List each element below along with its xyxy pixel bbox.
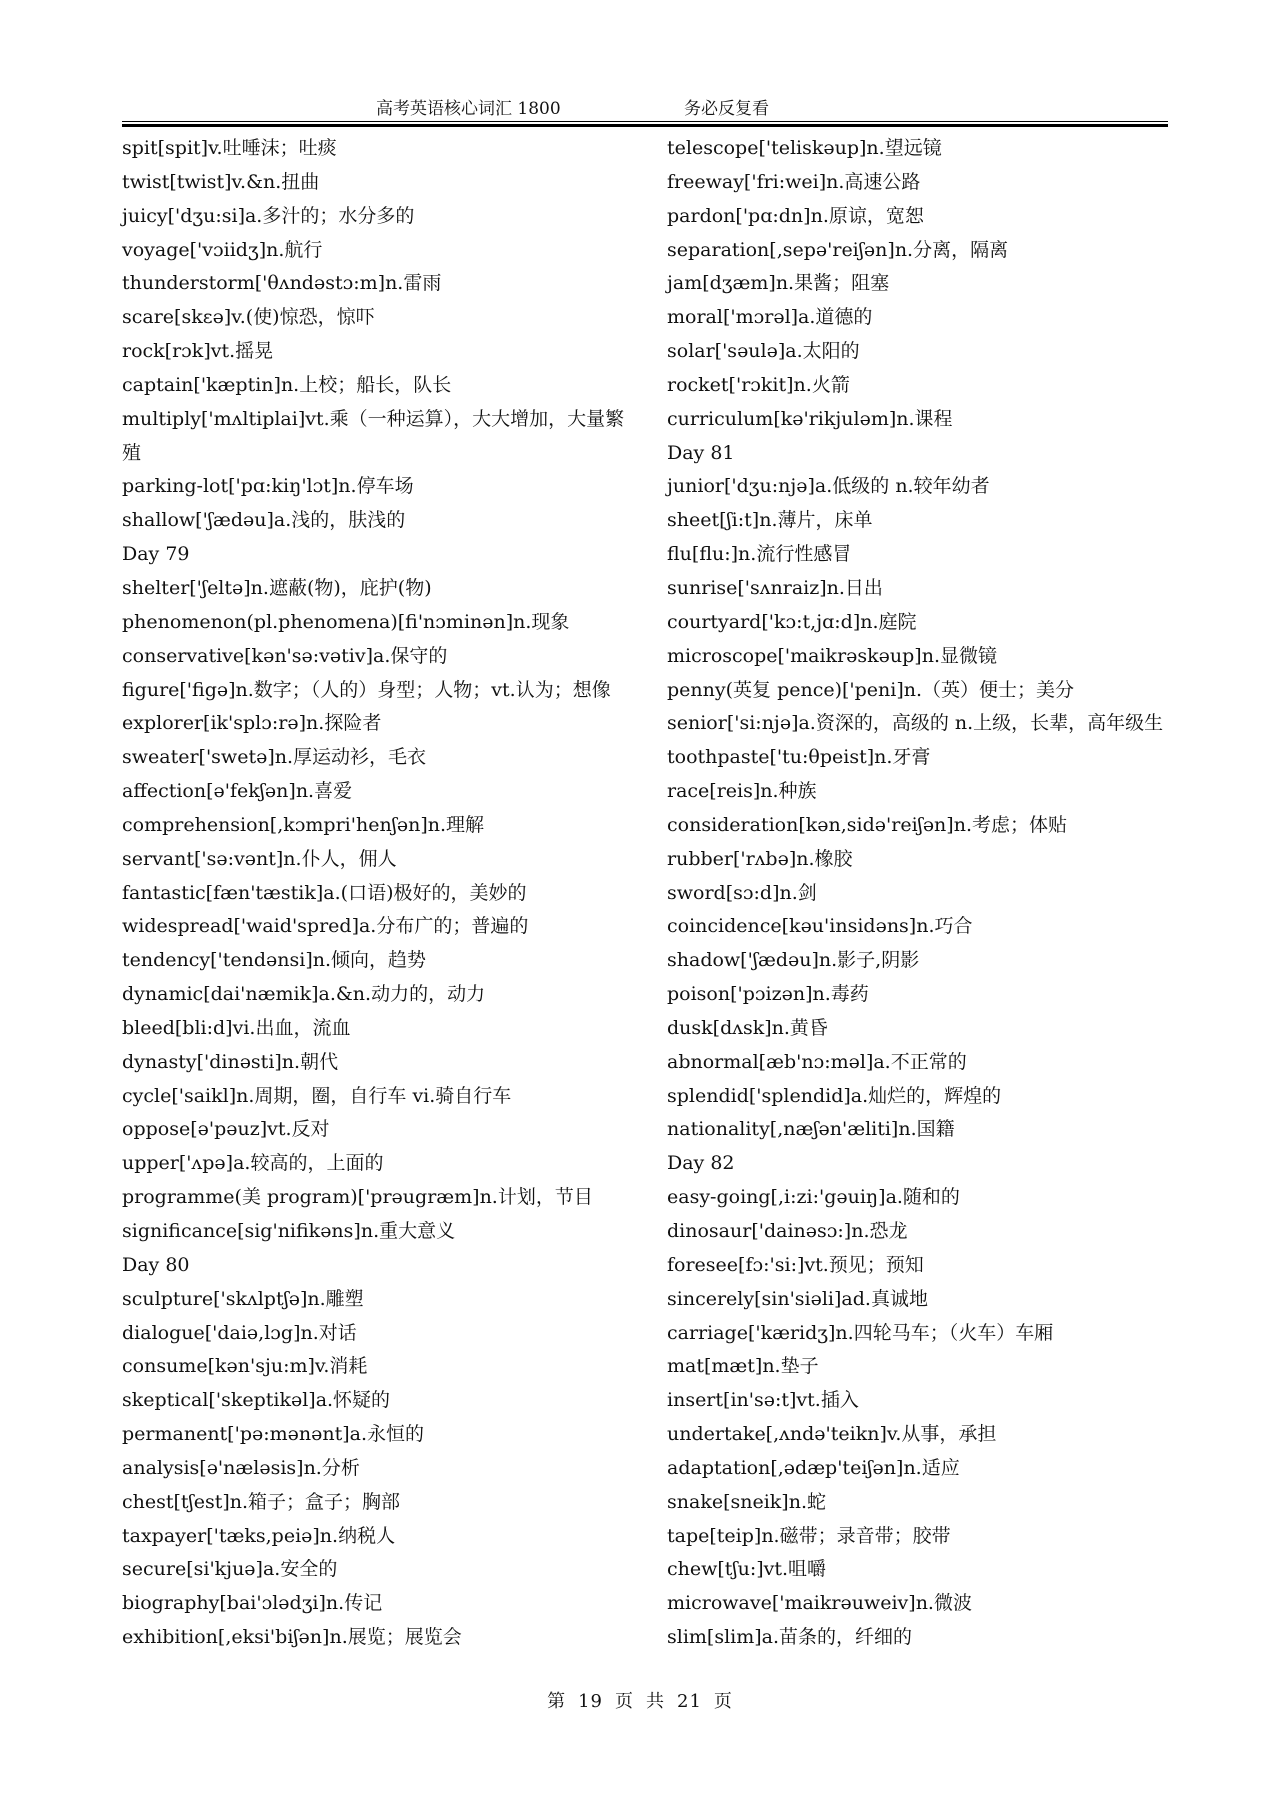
vocab-entry: conservative[kən'sə:vətiv]a.保守的: [122, 644, 448, 667]
vocab-entry: curriculum[kə'rikjuləm]n.课程: [667, 407, 953, 430]
vocab-entry: microscope['maikrəskəup]n.显微镜: [667, 644, 997, 667]
vocab-entry: toothpaste['tu:θpeist]n.牙膏: [667, 746, 931, 769]
vocab-entry: dynasty['dinəsti]n.朝代: [122, 1050, 339, 1073]
vocab-entry: chew[tʃu:]vt.咀嚼: [667, 1558, 827, 1581]
vocab-entry: juicy['dʒu:si]a.多汁的；水分多的: [122, 204, 415, 227]
vocab-entry: affection[ə'fekʃən]n.喜爱: [122, 780, 353, 803]
vocab-entry: sweater['swetə]n.厚运动衫，毛衣: [122, 746, 427, 769]
vocab-entry: secure[si'kjuə]a.安全的: [122, 1558, 338, 1581]
vocab-entry: programme(美 program)['prəugræm]n.计划，节目: [122, 1186, 593, 1209]
vocab-entry: foresee[fɔ:'si:]vt.预见；预知: [667, 1253, 924, 1276]
vocab-entry: race[reis]n.种族: [667, 780, 817, 803]
vocab-entry: separation[,sepə'reiʃən]n.分离，隔离: [667, 238, 1009, 261]
vocab-entry: sunrise['sʌnraiz]n.日出: [667, 576, 883, 599]
vocab-entry: moral['mɔrəl]a.道德的: [667, 306, 873, 329]
header-note: 务必反复看: [684, 99, 769, 119]
vocab-entry: exhibition[,eksi'biʃən]n.展览；展览会: [122, 1626, 462, 1649]
vocab-entry: parking-lot['pɑ:kiŋ'lɔt]n.停车场: [122, 475, 414, 498]
vocab-entry: penny(英复 pence)['peni]n.（英）便士；美分: [667, 678, 1075, 701]
vocab-entry: cycle['saikl]n.周期，圈，自行车 vi.骑自行车: [122, 1084, 512, 1107]
vocab-entry: senior['si:njə]a.资深的，高级的 n.上级，长辈，高年级生: [667, 712, 1164, 735]
vocab-entry: telescope['teliskəup]n.望远镜: [667, 137, 942, 159]
right-column: [667, 132, 1177, 1655]
footer-total-label: 共: [646, 1691, 665, 1712]
footer-prefix: 第: [547, 1691, 567, 1712]
vocab-entry: nationality[,næʃən'æliti]n.国籍: [667, 1118, 955, 1141]
vocab-entry: multiply['mʌltiplai]vt.乘（一种运算），大大增加，大量繁殖: [122, 407, 625, 464]
vocab-entry: significance[sig'nifikəns]n.重大意义: [122, 1220, 456, 1242]
vocab-entry: snake[sneik]n.蛇: [667, 1490, 826, 1513]
footer-suffix: 页: [713, 1691, 733, 1712]
vocab-entry: junior['dʒu:njə]a.低级的 n.较年幼者: [667, 475, 990, 498]
vocab-entry: tendency['tendənsi]n.倾向，趋势: [122, 949, 427, 972]
vocab-entry: slim[slim]a.苗条的，纤细的: [667, 1626, 913, 1649]
vocab-entry: phenomenon(pl.phenomena)[fi'nɔminən]n.现象: [122, 610, 570, 633]
vocab-entry: bleed[bli:d]vi.出血，流血: [122, 1016, 351, 1039]
vocab-entry: shallow['ʃædəu]a.浅的，肤浅的: [122, 509, 406, 532]
vocab-entry: microwave['maikrəuweiv]n.微波: [667, 1592, 972, 1615]
vocab-entry: skeptical['skeptikəl]a.怀疑的: [122, 1389, 391, 1412]
day-heading: Day 79: [122, 543, 190, 566]
vocab-entry: sheet[ʃi:t]n.薄片，床单: [667, 509, 873, 532]
vocab-entry: tape[teip]n.磁带；录音带；胶带: [667, 1524, 951, 1547]
vocab-entry: easy-going[,i:zi:'gəuiŋ]a.随和的: [667, 1186, 960, 1209]
vocab-entry: analysis[ə'næləsis]n.分析: [122, 1456, 360, 1479]
vocab-entry: dialogue['daiə,lɔg]n.对话: [122, 1321, 357, 1344]
vocab-entry: jam[dʒæm]n.果酱；阻塞: [667, 272, 890, 295]
vocab-entry: widespread['waid'spred]a.分布广的；普遍的: [122, 915, 529, 938]
vocab-entry: rubber['rʌbə]n.橡胶: [667, 847, 853, 870]
footer-total-pages: 21: [677, 1691, 702, 1712]
header-rule-thin: [122, 121, 1168, 122]
vocab-entry: upper['ʌpə]a.较高的，上面的: [122, 1152, 384, 1175]
vocab-entry: rocket['rɔkit]n.火箭: [667, 373, 850, 396]
vocab-entry: scare[skɛə]v.(使)惊恐，惊吓: [122, 306, 375, 329]
vocab-entry: courtyard['kɔ:t,jɑ:d]n.庭院: [667, 610, 917, 633]
vocab-entry: consume[kən'sju:m]v.消耗: [122, 1355, 368, 1378]
vocab-entry: splendid['splendid]a.灿烂的，辉煌的: [667, 1084, 1002, 1107]
vocab-entry: comprehension[,kɔmpri'henʃən]n.理解: [122, 813, 485, 836]
vocab-entry: flu[flu:]n.流行性感冒: [667, 543, 852, 566]
vocab-entry: rock[rɔk]vt.摇晃: [122, 340, 274, 363]
vocab-entry: consideration[kən,sidə'reiʃən]n.考虑；体贴: [667, 813, 1067, 836]
vocab-entry: dynamic[dai'næmik]a.&n.动力的，动力: [122, 983, 486, 1006]
header-title: 高考英语核心词汇 1800: [376, 99, 561, 119]
vocab-entry: sword[sɔ:d]n.剑: [667, 881, 817, 904]
vocab-entry: voyage['vɔiidʒ]n.航行: [122, 238, 323, 261]
page-footer: [0, 1687, 1280, 1713]
vocab-entry: poison['pɔizən]n.毒药: [667, 983, 869, 1006]
vocab-entry: chest[tʃest]n.箱子；盒子；胸部: [122, 1490, 401, 1513]
footer-page-word: 页: [615, 1691, 634, 1712]
vocab-entry: shadow['ʃædəu]n.影子,阴影: [667, 949, 920, 972]
vocab-entry: solar['səulə]a.太阳的: [667, 340, 860, 363]
vocab-entry: carriage['kæridʒ]n.四轮马车；（火车）车厢: [667, 1321, 1054, 1344]
vocab-entry: pardon['pɑ:dn]n.原谅，宽恕: [667, 204, 924, 227]
vocab-entry: coincidence[kəu'insidəns]n.巧合: [667, 915, 973, 938]
vocab-entry: shelter['ʃeltə]n.遮蔽(物)，庇护(物): [122, 576, 432, 599]
vocab-entry: thunderstorm['θʌndəstɔ:m]n.雷雨: [122, 272, 442, 295]
vocab-entry: twist[twist]v.&n.扭曲: [122, 170, 320, 193]
day-heading: Day 82: [667, 1152, 735, 1175]
vocab-entry: dinosaur['dainəsɔ:]n.恐龙: [667, 1220, 908, 1242]
vocab-entry: permanent['pə:mənənt]a.永恒的: [122, 1423, 425, 1446]
vocab-entry: figure['figə]n.数字；（人的）身型；人物；vt.认为；想像: [122, 678, 611, 701]
vocab-entry: adaptation[,ədæp'teiʃən]n.适应: [667, 1456, 960, 1479]
vocab-entry: servant['sə:vənt]n.仆人，佣人: [122, 847, 397, 870]
vocab-entry: sincerely[sin'siəli]ad.真诚地: [667, 1287, 928, 1310]
vocab-entry: abnormal[æb'nɔ:məl]a.不正常的: [667, 1050, 967, 1073]
vocab-entry: captain['kæptin]n.上校；船长，队长: [122, 373, 452, 396]
vocab-entry: explorer[ik'splɔ:rə]n.探险者: [122, 712, 382, 735]
vocab-entry: dusk[dʌsk]n.黄昏: [667, 1016, 828, 1039]
vocab-entry: sculpture['skʌlptʃə]n.雕塑: [122, 1287, 364, 1310]
vocab-entry: fantastic[fæn'tæstik]a.(口语)极好的，美妙的: [122, 881, 527, 904]
header-rule-thick: [122, 124, 1168, 127]
vocab-entry: biography[bai'ɔlədʒi]n.传记: [122, 1592, 383, 1615]
left-column: [122, 132, 642, 1655]
vocab-entry: mat[mæt]n.垫子: [667, 1355, 819, 1378]
vocab-entry: insert[in'sə:t]vt.插入: [667, 1389, 859, 1412]
footer-page-number: 19: [578, 1691, 603, 1712]
day-heading: Day 81: [667, 441, 735, 464]
day-heading: Day 80: [122, 1253, 190, 1276]
vocab-entry: undertake[,ʌndə'teikn]v.从事，承担: [667, 1423, 997, 1446]
vocab-entry: freeway['fri:wei]n.高速公路: [667, 170, 921, 193]
page-header: [0, 94, 1280, 120]
vocab-entry: spit[spit]v.吐唾沫；吐痰: [122, 137, 337, 159]
vocab-entry: taxpayer['tæks,peiə]n.纳税人: [122, 1524, 396, 1547]
vocab-entry: oppose[ə'pəuz]vt.反对: [122, 1118, 330, 1141]
